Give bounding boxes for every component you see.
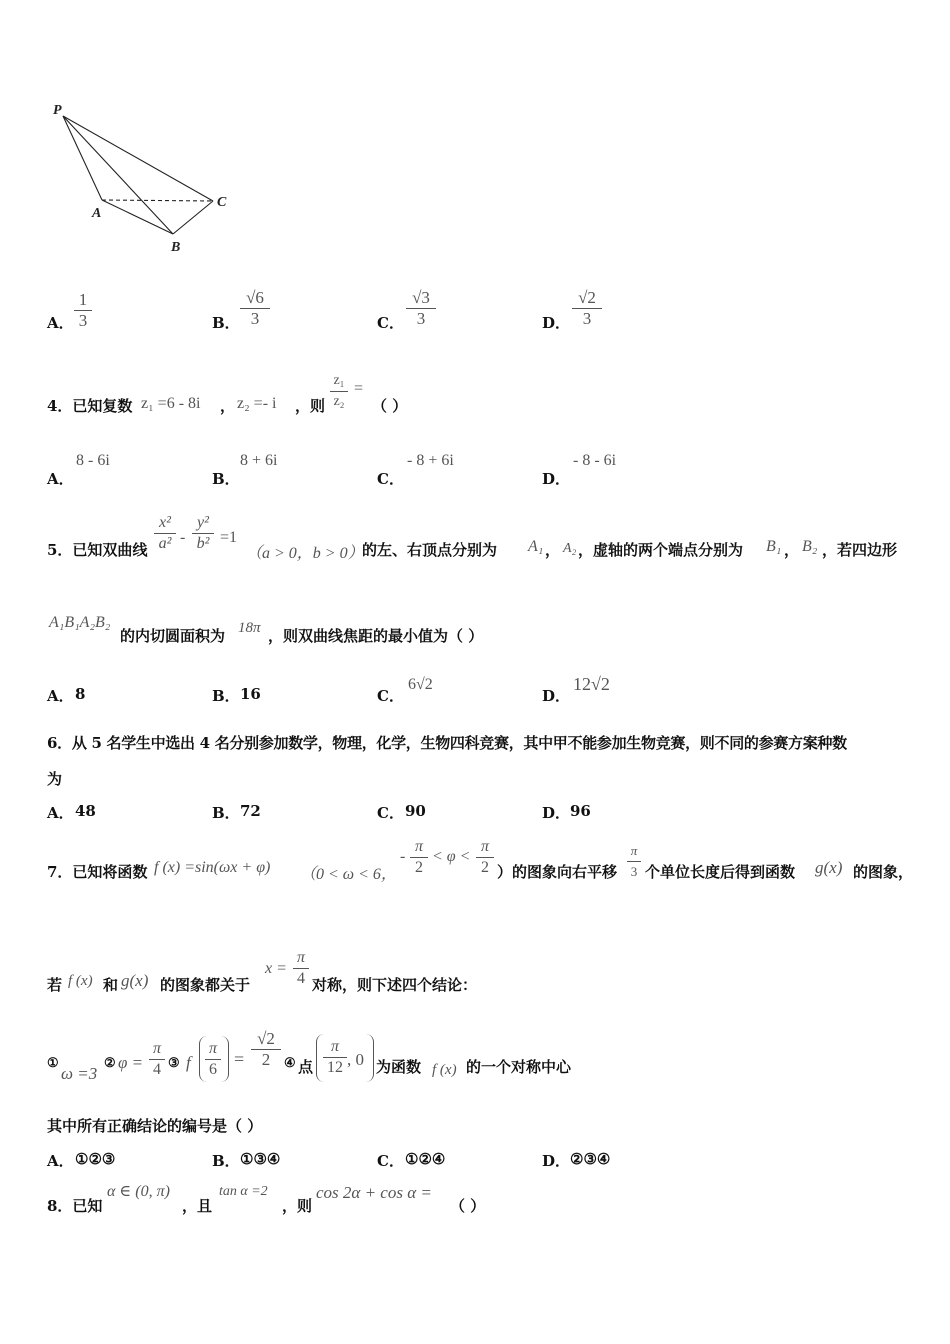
q7-c2-mark: ② bbox=[104, 1056, 116, 1071]
q4-option-b-value: 8 + 6i bbox=[240, 452, 278, 469]
q7-text2: 个单位长度后得到函数 bbox=[645, 863, 796, 881]
q7-c2: φ = bbox=[118, 1053, 144, 1072]
q5-option-b-letter: B． bbox=[212, 687, 240, 705]
q7-option-c-letter: C． bbox=[377, 1152, 404, 1170]
q7-pi-b: π bbox=[480, 838, 489, 855]
q5-minus: - bbox=[180, 529, 186, 546]
q8-blank: （ ） bbox=[450, 1197, 486, 1215]
q7-four-b: 4 bbox=[153, 1061, 161, 1078]
q4-z1: z₁ =6 - 8i bbox=[141, 395, 201, 412]
q7-c4-tail: 的一个对称中心 bbox=[466, 1058, 572, 1076]
q7-text1: ）的图象向右平移 bbox=[497, 863, 618, 881]
q6-option-d-letter: D． bbox=[542, 804, 571, 822]
q7-c4-pi-over-12 bbox=[323, 1038, 347, 1077]
q7-text5: 对称，则下述四个结论： bbox=[312, 976, 478, 994]
q3-option-c-den: 3 bbox=[416, 309, 426, 328]
q7-pi-over-3 bbox=[627, 842, 641, 881]
q5-x-den: a² bbox=[158, 535, 172, 552]
q5-text1: 的左、右顶点分别为 bbox=[362, 541, 498, 559]
q5-option-c-value: 6√2 bbox=[408, 676, 433, 693]
q7-c3-pi-over-6 bbox=[205, 1040, 221, 1079]
q5-option-c-letter: C． bbox=[377, 687, 404, 705]
q5-option-a-letter: A． bbox=[47, 687, 74, 705]
q3-option-d-den: 3 bbox=[582, 309, 592, 328]
q3-option-c-num: √3 bbox=[412, 288, 430, 307]
vertex-label-p: P bbox=[53, 103, 62, 118]
q5-text3: ，若四边形 bbox=[822, 541, 898, 559]
q4-frac-num: z₁ bbox=[333, 373, 345, 388]
q5-text4: 的内切圆面积为 bbox=[120, 627, 226, 645]
q7-c2-pi-over-4 bbox=[149, 1040, 165, 1079]
q3-option-c-letter: C． bbox=[377, 314, 404, 332]
vertex-label-a: A bbox=[92, 206, 102, 221]
q6-line2: 为 bbox=[47, 770, 63, 788]
q8-condition-tan: tan α =2 bbox=[219, 1184, 268, 1199]
q5-condition: （a > 0，b > 0） bbox=[246, 545, 364, 562]
q3-option-a-den: 3 bbox=[78, 311, 88, 330]
q7-f-b: f (x) bbox=[432, 1062, 457, 1078]
q7-option-a-value: ①②③ bbox=[75, 1150, 116, 1168]
q6-option-c-letter: C． bbox=[377, 804, 404, 822]
q3-option-d-num: √2 bbox=[578, 288, 596, 307]
q6-option-a-letter: A． bbox=[47, 804, 74, 822]
q5-b1: B₁ bbox=[766, 538, 782, 555]
q3-option-a-num: 1 bbox=[78, 290, 88, 309]
q4-then: ，则 bbox=[295, 397, 326, 415]
q3-option-c-value bbox=[406, 289, 436, 328]
q7-function: f (x) =sin(ωx + φ) bbox=[154, 859, 271, 876]
q3-option-a-value bbox=[74, 291, 92, 330]
q8-then: ，则 bbox=[282, 1197, 313, 1215]
q5-option-b-value: 16 bbox=[240, 685, 261, 703]
q7-twelve: 12 bbox=[327, 1059, 343, 1076]
q8-stem-prefix: 8．已知 bbox=[47, 1197, 103, 1215]
q7-text3: 的图象， bbox=[853, 863, 914, 881]
q7-option-c-value: ①②④ bbox=[405, 1150, 446, 1168]
q5-a1: A₁ bbox=[528, 538, 544, 555]
q5-option-d-value: 12√2 bbox=[573, 674, 610, 694]
tetrahedron-figure bbox=[45, 98, 245, 258]
q7-neg-pi-over-2 bbox=[410, 838, 428, 877]
q7-option-d-letter: D． bbox=[542, 1152, 571, 1170]
q7-four: 4 bbox=[297, 970, 305, 987]
q3-option-d-value bbox=[572, 289, 602, 328]
q3-option-b-value bbox=[240, 289, 270, 328]
q5-option-d-letter: D． bbox=[542, 687, 571, 705]
q7-pi-a: π bbox=[414, 838, 423, 855]
q4-option-c-value: - 8 + 6i bbox=[407, 452, 454, 469]
q7-g: g(x) bbox=[815, 858, 843, 877]
q7-pi-over-2 bbox=[476, 838, 494, 877]
q4-eq: = bbox=[354, 380, 364, 397]
q4-stem-prefix: 4．已知复数 bbox=[47, 397, 133, 415]
q7-pi-c: π bbox=[630, 843, 638, 858]
q4-option-b-letter: B． bbox=[212, 470, 240, 488]
q7-option-d-value: ②③④ bbox=[570, 1150, 611, 1168]
q4-sep: ， bbox=[220, 397, 236, 415]
q8-condition-alpha: α ∈ (0, π) bbox=[107, 1183, 170, 1200]
q5-comma2: ， bbox=[784, 541, 800, 559]
q6-option-d-value: 96 bbox=[570, 802, 591, 820]
q7-option-a-letter: A． bbox=[47, 1152, 74, 1170]
q6-option-a-value: 48 bbox=[75, 802, 96, 820]
q5-text5: ，则双曲线焦距的最小值为（ ） bbox=[268, 627, 484, 645]
q4-fraction bbox=[330, 372, 348, 411]
q4-blank: （ ） bbox=[372, 397, 408, 415]
q5-x-num: x² bbox=[159, 514, 171, 531]
q6-line1: 6．从 5 名学生中选出 4 名分别参加数学，物理，化学，生物四科竞赛，其中甲不能参加生物竞赛，则不同的参赛方案种数 bbox=[47, 734, 847, 752]
q7-phi-range: < φ < bbox=[432, 848, 471, 865]
q7-c1-mark: ① bbox=[47, 1056, 59, 1071]
q7-c1: ω =3 bbox=[61, 1064, 98, 1083]
q7-c3-f: f bbox=[186, 1053, 191, 1072]
q5-comma1: ， bbox=[545, 541, 561, 559]
q5-area: 18π bbox=[238, 620, 261, 636]
q7-pi-g: π bbox=[330, 1038, 339, 1055]
q4-frac-den: z₂ bbox=[333, 394, 345, 409]
q7-two-c: 2 bbox=[261, 1050, 271, 1069]
q7-pi-e: π bbox=[152, 1040, 161, 1057]
vertex-label-b: B bbox=[171, 240, 181, 255]
q3-option-b-letter: B． bbox=[212, 314, 240, 332]
q5-a2: A₂ bbox=[563, 541, 577, 556]
q6-option-c-value: 90 bbox=[405, 802, 426, 820]
q8-and: ，且 bbox=[182, 1197, 213, 1215]
q4-option-d-value: - 8 - 6i bbox=[573, 452, 617, 469]
q4-option-c-letter: C． bbox=[377, 470, 404, 488]
q7-stem-prefix: 7．已知将函数 bbox=[47, 863, 148, 881]
q7-c3-sqrt2-over-2 bbox=[251, 1030, 281, 1069]
q3-option-d-letter: D． bbox=[542, 314, 571, 332]
q7-c4-text: 点 bbox=[298, 1058, 314, 1076]
q5-quadrilateral: A₁B₁A₂B₂ bbox=[49, 614, 111, 631]
q3-option-b-den: 3 bbox=[250, 309, 260, 328]
q6-option-b-value: 72 bbox=[240, 802, 261, 820]
q5-b2: B₂ bbox=[802, 538, 818, 555]
q7-sqrt2: √2 bbox=[257, 1029, 275, 1048]
q5-option-a-value: 8 bbox=[75, 685, 86, 703]
q7-ask: 其中所有正确结论的编号是（ ） bbox=[47, 1117, 263, 1135]
q7-pi-f: π bbox=[208, 1040, 217, 1057]
q7-c4-zero: , 0 bbox=[347, 1050, 364, 1069]
q7-neg: - bbox=[400, 848, 406, 865]
q5-eq1: =1 bbox=[220, 529, 238, 546]
q4-z2: z₂ =- i bbox=[237, 395, 277, 412]
q7-omega-condition: （0 < ω < 6， bbox=[300, 866, 397, 883]
q5-y-num: y² bbox=[197, 514, 209, 531]
q8-expression: cos 2α + cos α = bbox=[316, 1183, 432, 1202]
q4-option-a-letter: A． bbox=[47, 470, 74, 488]
q5-stem-prefix: 5．已知双曲线 bbox=[47, 541, 148, 559]
q5-y-fraction bbox=[192, 514, 214, 553]
q7-line2-prefix: 若 bbox=[47, 976, 63, 994]
q7-six: 6 bbox=[209, 1061, 217, 1078]
q6-option-b-letter: B． bbox=[212, 804, 240, 822]
q7-two-a: 2 bbox=[415, 859, 423, 876]
q7-two-b: 2 bbox=[481, 859, 489, 876]
q5-text2: ，虚轴的两个端点分别为 bbox=[578, 541, 744, 559]
q7-and: 和 bbox=[103, 976, 119, 994]
q7-x-eq: x = bbox=[265, 960, 287, 977]
q7-option-b-value: ①③④ bbox=[240, 1150, 281, 1168]
q5-y-den: b² bbox=[196, 535, 210, 552]
q7-c3-mark: ③ bbox=[168, 1056, 180, 1071]
q5-x-fraction bbox=[154, 514, 176, 553]
q3-option-a-letter: A． bbox=[47, 314, 74, 332]
q7-text4: 的图象都关于 bbox=[160, 976, 251, 994]
q7-pi-over-4 bbox=[293, 949, 309, 988]
q3-option-b-num: √6 bbox=[246, 288, 264, 307]
q7-c4-end: 为函数 bbox=[376, 1058, 422, 1076]
q7-c3-eq: = bbox=[234, 1049, 245, 1069]
q7-c4-mark: ④ bbox=[284, 1056, 296, 1071]
q7-three: 3 bbox=[630, 864, 638, 879]
q7-f-a: f (x) bbox=[68, 973, 93, 989]
q7-option-b-letter: B． bbox=[212, 1152, 240, 1170]
q7-pi-d: π bbox=[296, 949, 305, 966]
q7-g-b: g(x) bbox=[121, 971, 149, 990]
vertex-label-c: C bbox=[217, 195, 227, 210]
q4-option-a-value: 8 - 6i bbox=[76, 452, 110, 469]
q4-option-d-letter: D． bbox=[542, 470, 571, 488]
